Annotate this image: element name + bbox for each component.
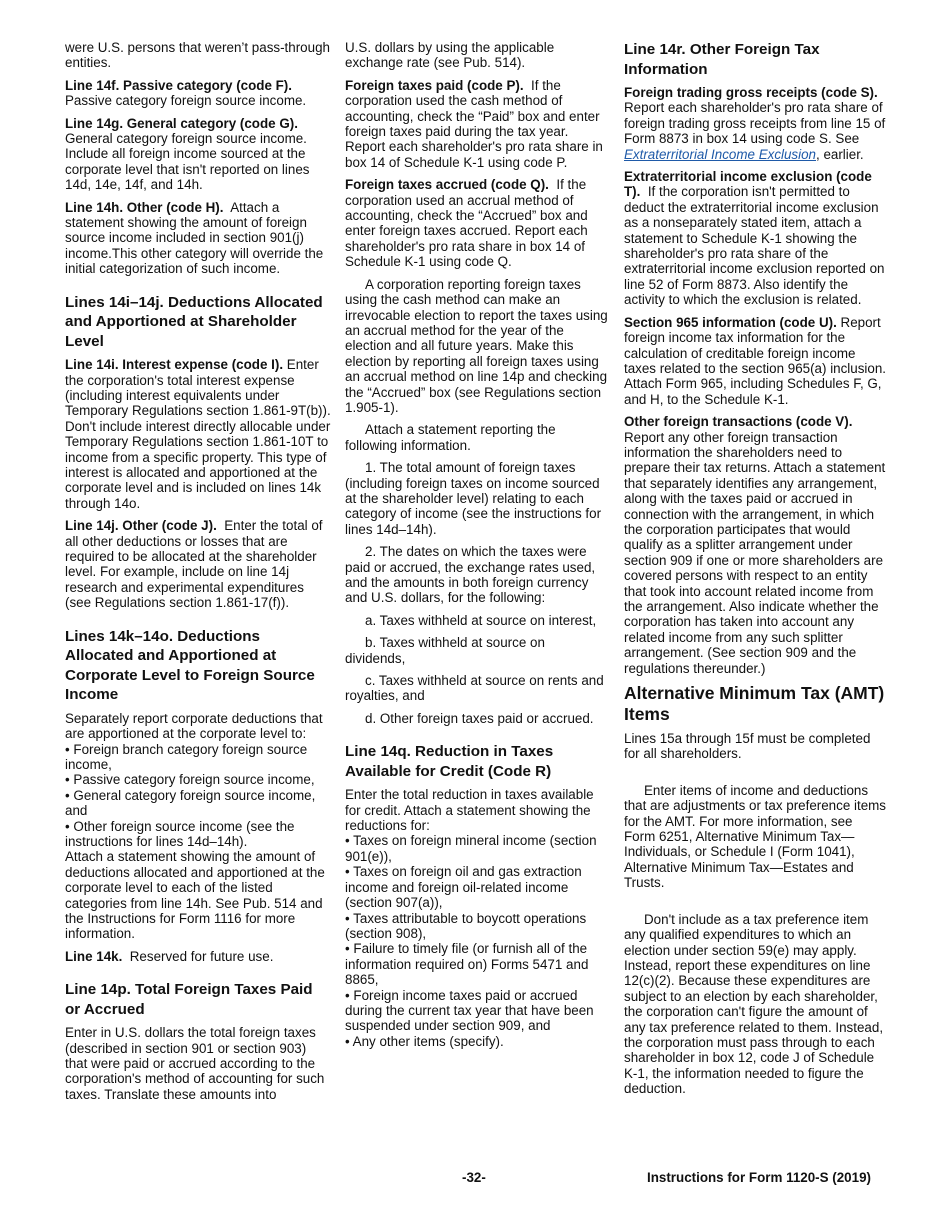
spacer	[624, 769, 886, 783]
lettered-item: b. Taxes withheld at source on dividends,	[345, 635, 545, 666]
line-14f-text: Passive category foreign source income.	[65, 93, 307, 109]
section-heading-amt: Alternative Minimum Tax (AMT) Items	[624, 683, 885, 725]
section-heading-14q: Line 14q. Reduction in Taxes Available for Credit (Code R)	[345, 743, 554, 780]
foreign-taxes-paid-text: If the corporation used the cash method of accounting, check the “Paid” box and enter foreign taxes paid during the tax year. Report each shareholder's pro rata share in box 14 of Schedule K-1 using code P.	[345, 77, 603, 170]
paragraph: Don't include as a tax preference item any qualified expenditures to which an election under section 59(e) may apply. Instead, report these expenditures on line 12(c)(2). Because these expenditures are subject to an election by each shareholder, the corporation can't figure the amount of any tax preference related to them. Instead, the corporation must pass through to each shareholder in box 12, code J of Schedule K-1, the information needed to figure the deduction.	[624, 911, 884, 1097]
line-14i-text: Enter the corporation's total interest expense (including interest equivalents under Temporary Regulations section 1.861-9T(b)). Don't include interest directly allocable under Temporary Regulations section 1.861-10T to income from a specific property. This type of interest is allocated and apportioned at the corporate level and is included on lines 14k through 14o.	[65, 357, 331, 511]
bullet-text: Failure to timely file (or furnish all of the information required on) Forms 5471 and 8865,	[345, 941, 589, 988]
line-14g	[65, 116, 331, 193]
foreign-trading-gross-receipts	[624, 85, 886, 162]
line-14j-text: Enter the total of all other deductions or losses that are required to be allocated at the shareholder level. For example, include on line 14j research and experimental expenditures (see Regulations section 1.861-17(f)).	[65, 518, 323, 611]
bullet-item: • Taxes on foreign mineral income (section 901(e)),	[345, 833, 597, 864]
line-14h-text: Attach a statement showing the amount of foreign source income included in section 901(j) income.This other category will override the initial categorization of such income.	[65, 199, 324, 277]
bullet-text: Taxes on foreign mineral income (section 901(e)),	[345, 833, 597, 864]
column-right	[624, 40, 886, 1104]
foreign-taxes-accrued	[345, 177, 608, 269]
paragraph: Enter the total reduction in taxes available for credit. Attach a statement showing the reductions for:	[345, 787, 594, 834]
foreign-taxes-paid	[345, 78, 608, 170]
bullet-text: Taxes on foreign oil and gas extraction income and foreign oil-related income (section 907(a)),	[345, 864, 582, 911]
page-number: -32-	[462, 1170, 486, 1185]
line-14h	[65, 200, 331, 277]
section-heading-14r: Line 14r. Other Foreign Tax Information	[624, 41, 820, 78]
numbered-item: 1. The total amount of foreign taxes (including foreign taxes on income sourced at the shareholder level) relating to each category of income (see the instructions for lines 14d–14h).	[345, 460, 602, 537]
line-14g-text: General category foreign source income. Include all foreign income sourced at the corporate level that isn't reported on lines 14d, 14e, 14f, and 14h.	[65, 131, 310, 193]
section-965-heading: Section 965 information (code U).	[624, 314, 837, 330]
section-heading-14i-14j: Lines 14i–14j. Deductions Allocated and Apportioned at Shareholder Level	[65, 293, 323, 350]
foreign-taxes-accrued-text: If the corporation used an accrual method of accounting, check the “Accrued” box and enter foreign taxes accrued. Report each shareholder's pro rata share in box 14 of Schedule K-1 using code Q.	[345, 177, 588, 270]
bullet-item: • Failure to timely file (or furnish all of the information required on) Forms 5471 and 8865,	[345, 941, 589, 988]
lettered-item: a. Taxes withheld at source on interest,	[365, 612, 597, 628]
numbered-item: 2. The dates on which the taxes were paid or accrued, the exchange rates used, and the amounts in both foreign currency and U.S. dollars, for the following:	[345, 544, 596, 606]
line-14k-text: Reserved for future use.	[129, 948, 274, 964]
line-14g-heading: Line 14g. General category (code G).	[65, 115, 298, 131]
section-heading-14p: Line 14p. Total Foreign Taxes Paid or Accrued	[65, 981, 313, 1018]
bullet-item: • Other foreign source income (see the instructions for lines 14d–14h).	[65, 818, 295, 849]
paragraph: Lines 15a through 15f must be completed for all shareholders.	[624, 731, 871, 762]
other-foreign-heading: Other foreign transactions (code V).	[624, 414, 853, 430]
other-foreign-transactions	[624, 414, 886, 676]
paragraph: were U.S. persons that weren’t pass-through entities.	[65, 40, 330, 71]
paragraph: U.S. dollars by using the applicable exchange rate (see Pub. 514).	[345, 40, 555, 71]
paragraph: Enter in U.S. dollars the total foreign taxes (described in section 901 or section 903) that were paid or accrued according to the corporation's method of accounting for such taxes. Translate these amounts into	[65, 1025, 325, 1102]
line-14i-heading: Line 14i. Interest expense (code I).	[65, 357, 284, 373]
extraterritorial-text: If the corporation isn't permitted to deduct the extraterritorial income exclusion as a nonseparately stated item, attach a statement to Schedule K-1 showing the shareholder's pro rata share of the extraterritorial income exclusion reported on line 52 of Form 8873. Also identify the activity to which the exclusion is related.	[624, 184, 885, 308]
bullet-item: • Foreign income taxes paid or accrued during the current tax year that have been suspended under section 909, and	[345, 987, 594, 1034]
foreign-trading-heading: Foreign trading gross receipts (code S).	[624, 85, 878, 100]
line-14j	[65, 518, 331, 610]
column-middle	[345, 40, 608, 1049]
line-14k-heading: Line 14k.	[65, 948, 123, 964]
bullet-item: • Taxes on foreign oil and gas extraction income and foreign oil-related income (section 907(a)),	[345, 864, 582, 911]
foreign-trading-text: Report each shareholder's pro rata share of foreign trading gross receipts from line 15 of Form 8873 in box 14 using code S. See	[624, 100, 886, 147]
foreign-taxes-paid-heading: Foreign taxes paid (code P).	[345, 77, 524, 93]
other-foreign-text: Report any other foreign transaction information the shareholders need to prepare their tax returns. Attach a statement that separately identifies any arrangement, along with the taxes paid or accrued in connection with the arrangement, in which the corporation participates that would qualify as a splitter arrangement under section 909 if one or more shareholders are covered persons with respect to an entity that took into account related income from the arrangement. Also indicate whether the corporation has taken into account any related income from any such splitter arrangement. (See section 909 and the regulations thereunder.)	[624, 429, 886, 676]
section-heading-14k-14o: Lines 14k–14o. Deductions Allocated and Apportioned at Corporate Level to Foreign Source Income	[65, 627, 315, 704]
line-14h-heading: Line 14h. Other (code H).	[65, 199, 224, 215]
paragraph: Attach a statement showing the amount of deductions allocated and apportioned at the corporate level to each of the listed categories from line 14h. See Pub. 514 and the Instructions for Form 1116 for more information.	[65, 849, 325, 942]
bullet-text: General category foreign source income, and	[65, 787, 316, 819]
line-14k	[65, 949, 331, 964]
bullet-item: • Foreign branch category foreign source income,	[65, 741, 308, 772]
paragraph: Enter items of income and deductions that are adjustments or tax preference items for the AMT. For more information, see Form 6251, Alternative Minimum Tax—Individuals, or Schedule I (Form 1041), Alternative Minimum Tax—Estates and Trusts.	[624, 782, 886, 891]
lettered-item: d. Other foreign taxes paid or accrued.	[365, 710, 594, 726]
lettered-item: c. Taxes withheld at source on rents and royalties, and	[345, 673, 604, 704]
foreign-taxes-accrued-heading: Foreign taxes accrued (code Q).	[345, 177, 549, 193]
extraterritorial-heading: Extraterritorial income exclusion (code T).	[624, 169, 872, 200]
bullet-text: Taxes attributable to boycott operations (section 908),	[345, 910, 587, 941]
bullet-item: • Passive category foreign source income,	[65, 772, 315, 788]
bullet-text: Passive category foreign source income,	[73, 772, 315, 788]
bullet-text: Other foreign source income (see the instructions for lines 14d–14h).	[65, 818, 295, 849]
spacer	[624, 898, 886, 912]
bullet-text: Any other items (specify).	[352, 1033, 504, 1049]
line-14f-heading: Line 14f. Passive category (code F).	[65, 77, 292, 93]
bullet-item: • Taxes attributable to boycott operations (section 908),	[345, 910, 587, 941]
extraterritorial-income-exclusion	[624, 169, 886, 308]
footer-form-title: Instructions for Form 1120-S (2019)	[647, 1170, 871, 1185]
paragraph: Attach a statement reporting the following information.	[345, 422, 556, 453]
column-left	[65, 40, 331, 1109]
bullet-item: • Any other items (specify).	[345, 1033, 504, 1049]
foreign-trading-text-end: , earlier.	[816, 146, 864, 162]
paragraph: Separately report corporate deductions that are apportioned at the corporate level to:	[65, 710, 323, 742]
extraterritorial-income-link[interactable]: Extraterritorial Income Exclusion	[624, 146, 817, 162]
bullet-item: • General category foreign source income, and	[65, 787, 316, 819]
line-14i	[65, 357, 331, 511]
paragraph: A corporation reporting foreign taxes using the cash method can make an irrevocable election to report the taxes using an accrual method for the year of the election and all future years. Make this election by reporting all foreign taxes using an accrual method on line 14p and checking the “Accrued” box (see Regulations section 1.905-1).	[345, 276, 608, 415]
bullet-text: Foreign income taxes paid or accrued during the current tax year that have been suspended under section 909, and	[345, 987, 594, 1034]
line-14f	[65, 78, 331, 109]
section-965-information	[624, 315, 886, 407]
line-14j-heading: Line 14j. Other (code J).	[65, 518, 217, 534]
section-965-text: Report foreign income tax information for the calculation of creditable foreign income taxes related to the section 965(a) inclusion. Attach Form 965, including Schedules F, G, and H, to the Schedule K-1.	[624, 314, 887, 407]
bullet-text: Foreign branch category foreign source income,	[65, 741, 308, 772]
